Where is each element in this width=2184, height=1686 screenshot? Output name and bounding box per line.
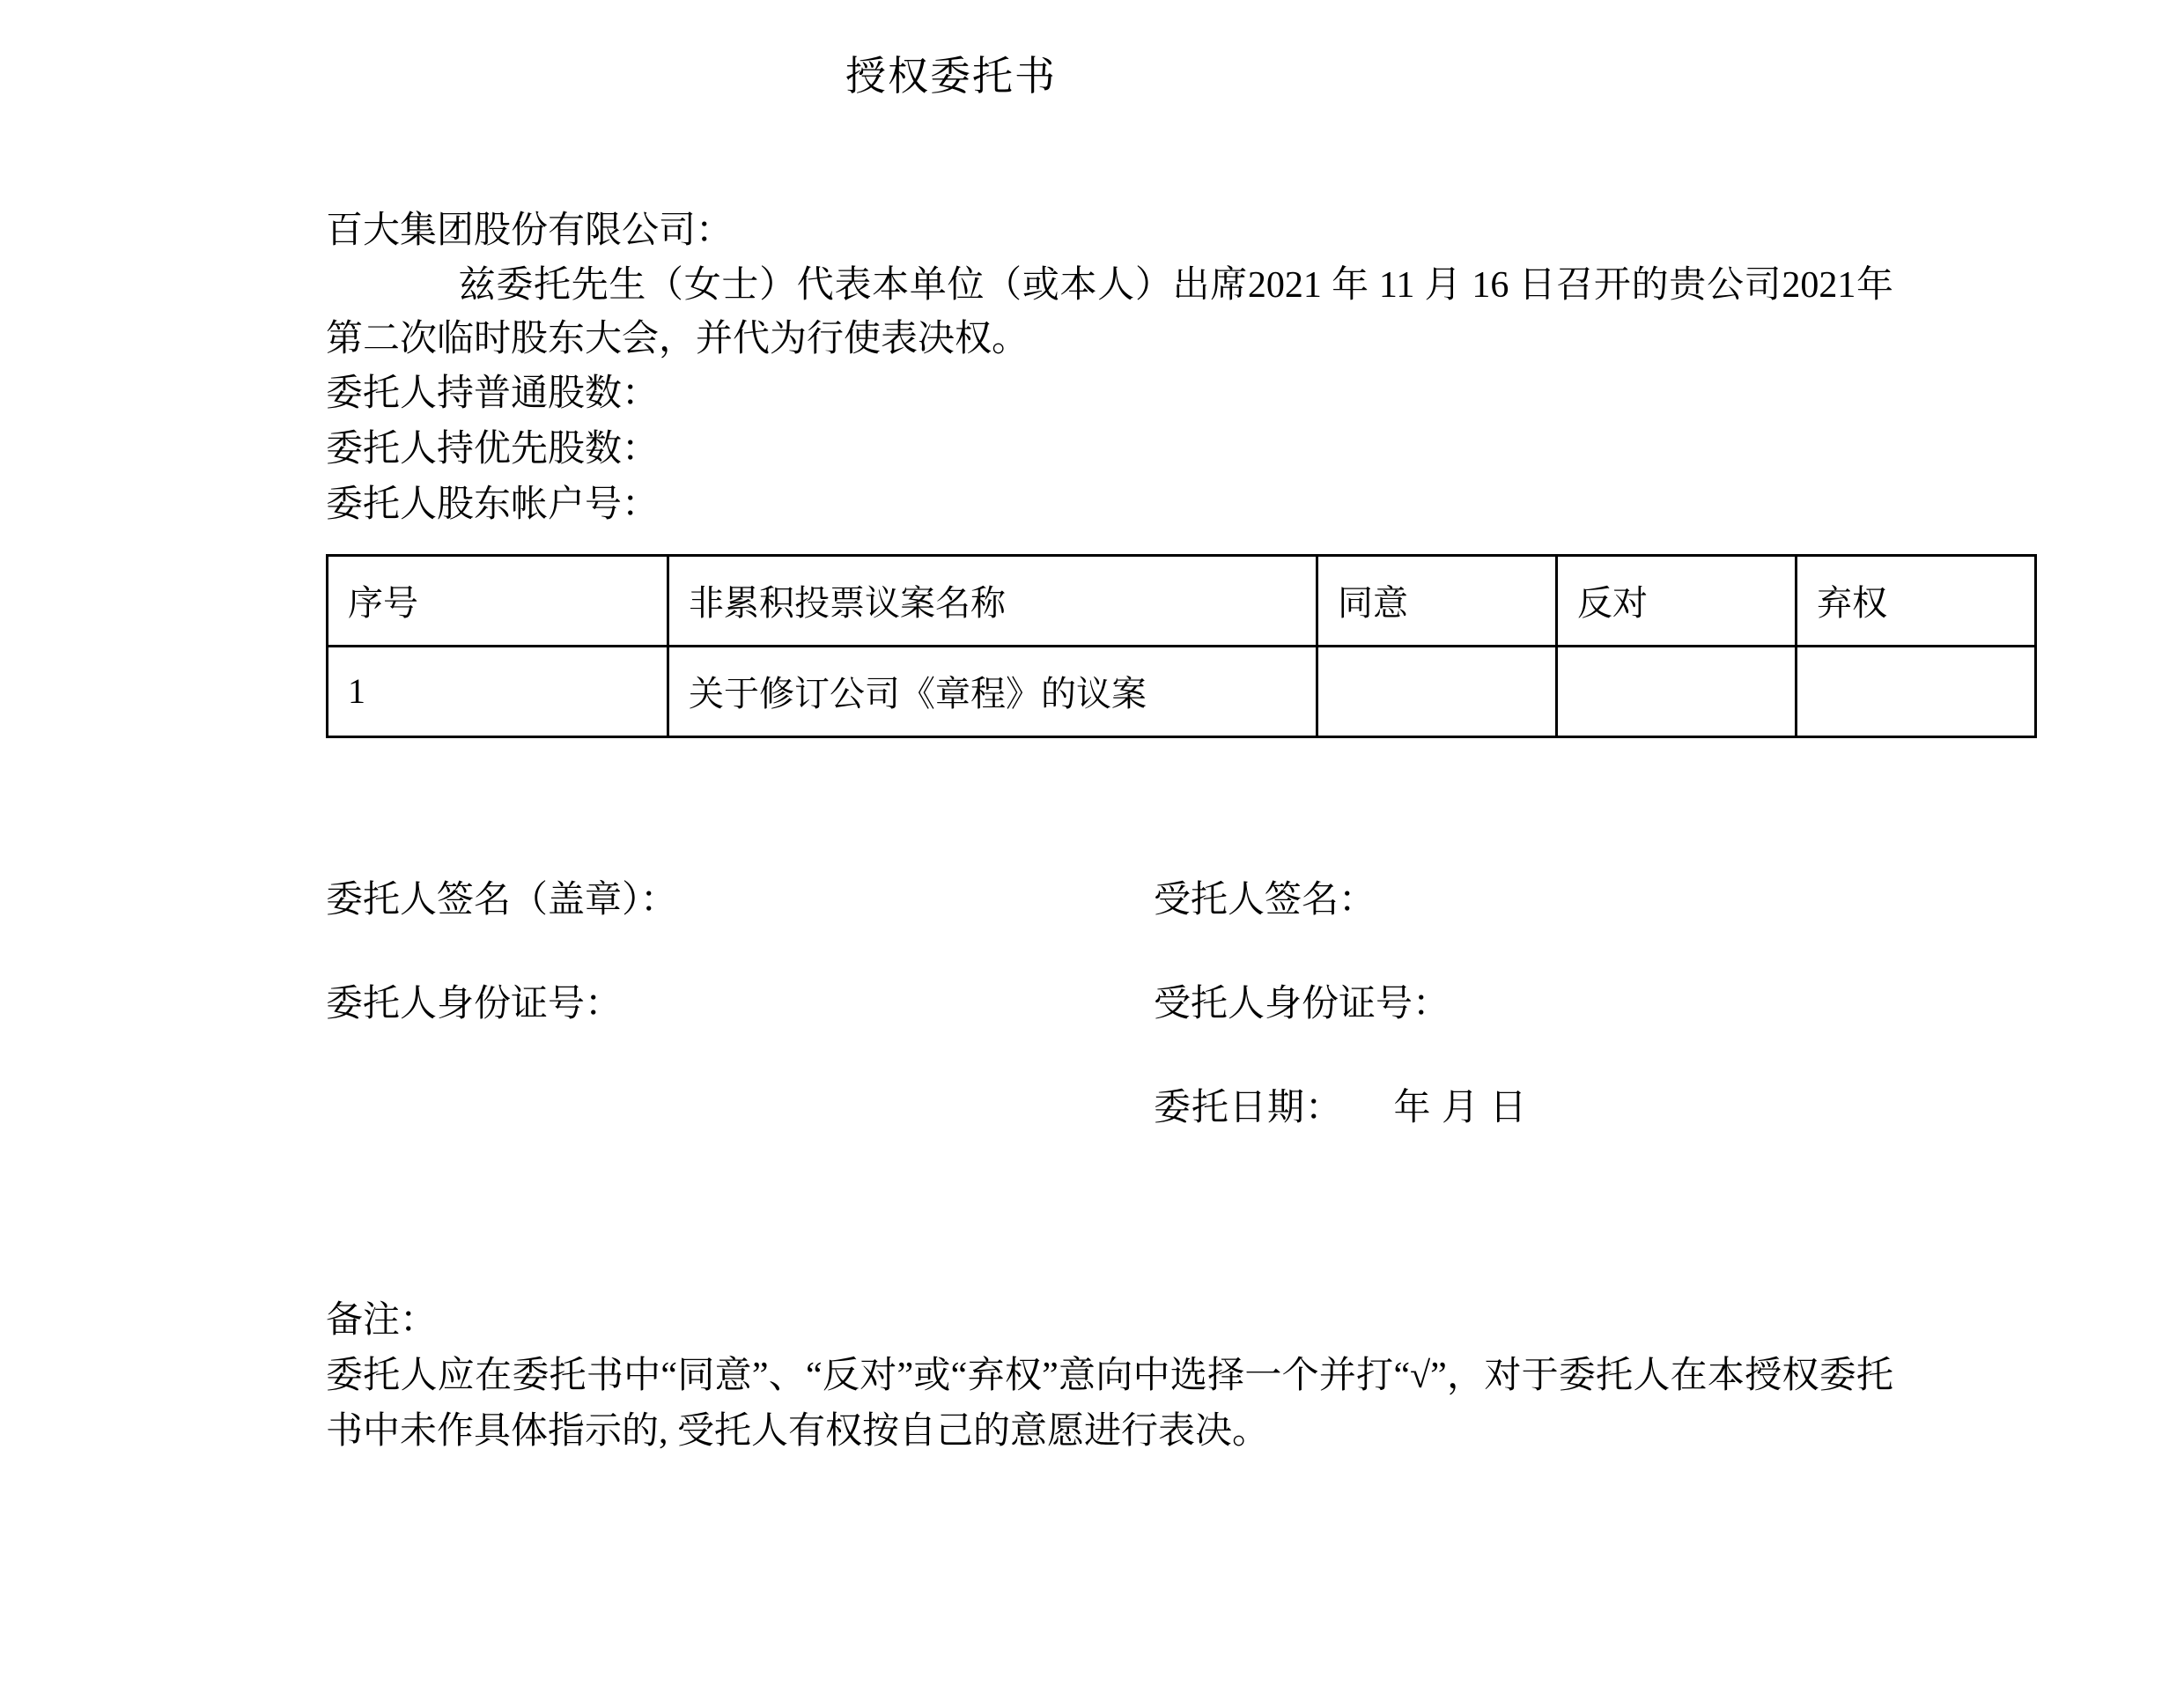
delegation-date <box>1154 1078 1528 1131</box>
addressee: 百大集团股份有限公司： <box>326 211 734 251</box>
voting-table <box>326 554 2037 738</box>
holding-common-shares: 委托人持普通股数： <box>326 373 660 414</box>
page-title: 授权委托书 <box>845 54 1057 99</box>
cell-abstain-checkbox[interactable] <box>1797 646 2036 736</box>
table-row <box>328 646 2036 736</box>
principal-id-label: 委托人身份证号： <box>326 983 623 1024</box>
cell-proposal-name: 关于修订公司《章程》的议案 <box>668 646 1317 736</box>
authorization-paragraph <box>326 259 1893 366</box>
column-header-proposal-name: 非累积投票议案名称 <box>668 555 1317 646</box>
authorization-paragraph-text: 兹委托先生（女士）代表本单位（或本人）出席2021 年 11 月 16 日召开的贵公司2021年第二次临时股东大会，并代为行使表决权。 <box>326 265 1893 359</box>
trustee-signature-label: 受托人签名： <box>1154 879 1376 921</box>
column-header-abstain: 弃权 <box>1797 555 2036 646</box>
signature-row-date <box>326 1078 1893 1175</box>
document-page <box>0 44 2184 1686</box>
document-body <box>0 203 2184 1460</box>
column-header-against: 反对 <box>1557 555 1797 646</box>
column-header-agree: 同意 <box>1317 555 1557 646</box>
delegation-date-label: 委托日期： <box>1154 1087 1344 1128</box>
notes-label: 备注： <box>326 1299 438 1341</box>
shareholder-account-number: 委托人股东帐户号： <box>326 484 660 525</box>
trustee-id-label: 受托人身份证号： <box>1154 983 1450 1024</box>
cell-agree-checkbox[interactable] <box>1317 646 1557 736</box>
notes-block <box>326 1293 1893 1460</box>
cell-against-checkbox[interactable] <box>1557 646 1797 736</box>
notes-text: 委托人应在委托书中“同意”、“反对”或“弃权”意向中选择一个并打“√”，对于委托人在本授权委托书中未作具体指示的, 受托人有权按自己的意愿进行表决。 <box>326 1355 1893 1452</box>
signature-row-names <box>326 870 1893 974</box>
holding-preferred-shares: 委托人持优先股数： <box>326 428 660 470</box>
cell-no: 1 <box>328 646 668 736</box>
delegation-date-units: 年 月 日 <box>1393 1087 1528 1128</box>
table-header-row <box>328 555 2036 646</box>
principal-signature-label: 委托人签名（盖章）： <box>326 879 678 921</box>
column-header-no: 序号 <box>328 555 668 646</box>
signature-row-ids <box>326 974 1893 1078</box>
signature-block <box>326 870 1893 1240</box>
